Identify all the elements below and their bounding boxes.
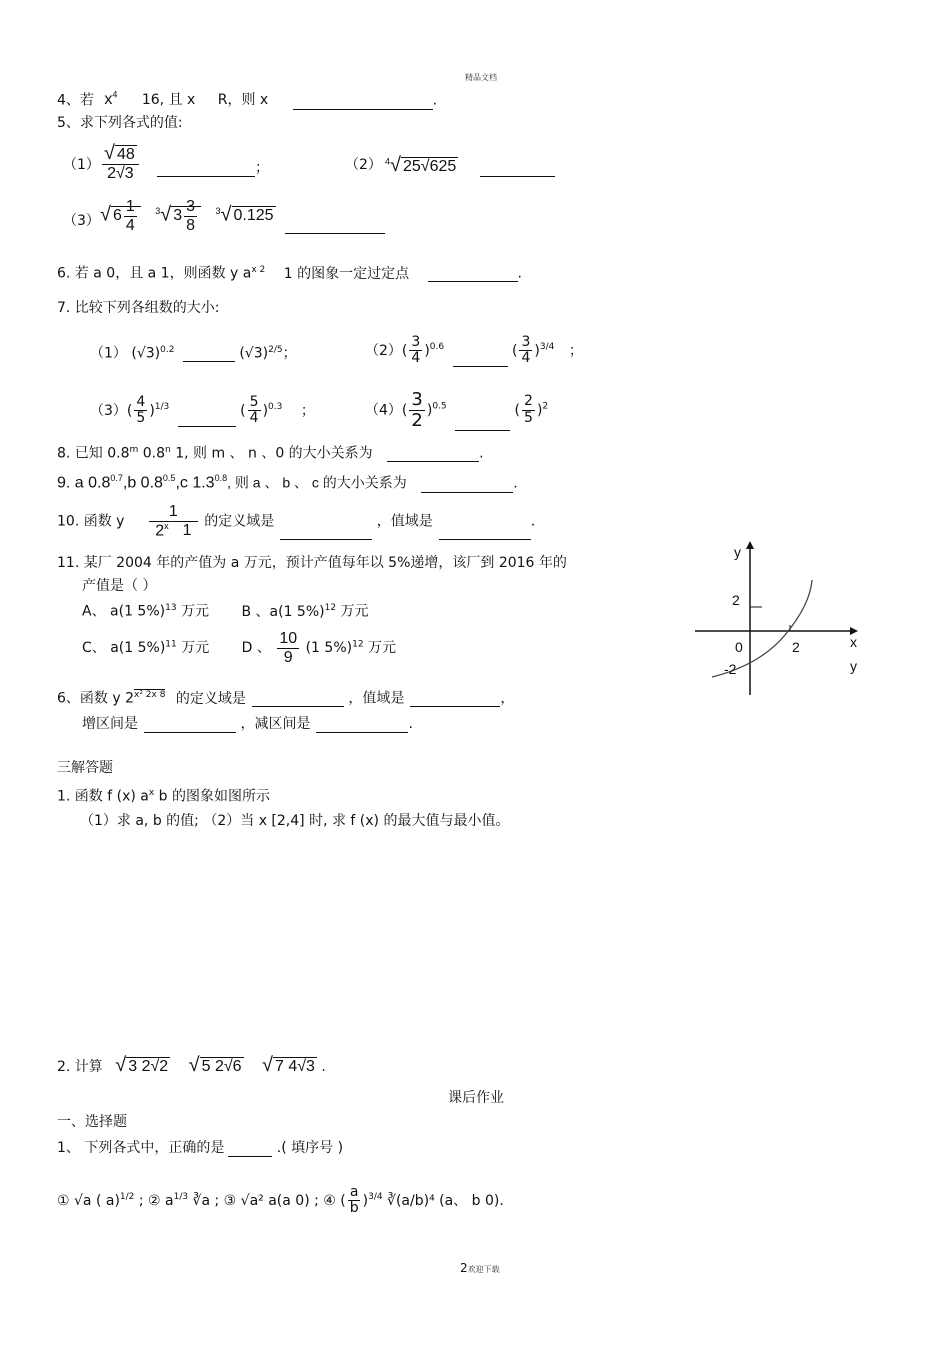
- question-9: 9. a $0.8^{0.7},b$ $0.8^{0.5},c$ $1.3^{0.8}$, 则 a 、 b 、 c 的大小关系为 .: [57, 473, 518, 492]
- q5-part3-label: （3）: [63, 213, 100, 229]
- graph-y-tick-2: 2: [732, 592, 740, 608]
- question-11-line1: 11. 某厂 2004 年的产值为 a 万元，预计产值每年以 5%递增，该厂到 2016 年的: [57, 555, 567, 571]
- y-axis-arrow-icon: [746, 541, 754, 549]
- problem-1-line1: 1. 函数 f (x) $a^x$ b 的图象如图所示: [57, 788, 270, 805]
- homework-q1-options: ① √a ( a)$^{1/2}$ ; ② $a^{1/3}$ ∛a ; ③ √a² a(a 0) ; ④ ( $\frac{a}{b}$ )$^{3/4}$ ∛(a/b)⁴ (a、 b 0).: [57, 1184, 504, 1217]
- graph-y-label-2: y: [850, 658, 857, 674]
- q7-row1-b: （2）( $\frac{3}{4}$ )$^{0.6}$ ( $\frac{3}{4}$ )$^{3/4}$ ；: [365, 334, 583, 367]
- q11-options-cd: C、 a(1 5%)$^{11}$ 万元 D 、 $\frac{10}{9}$ (1 5%)$^{12}$ 万元: [82, 630, 396, 666]
- q5-part1-expr: $\frac{√ 48}{2√3}$: [100, 142, 141, 183]
- q5-part2-blank[interactable]: [480, 160, 555, 177]
- question-4: 4、若 $x^4$ 16, 且 x R，则 x .: [57, 90, 438, 109]
- q5-part2-expr: $^4$√ 25√625: [385, 154, 457, 176]
- q7-row2-a: （3）( $\frac{4}{5}$ )$^{1/3}$ ( $\frac{5}{4}$ )$^{0.3}$ ；: [90, 394, 315, 427]
- question-11-line2: 产值是（ ）: [82, 578, 157, 594]
- q7-row1-a: （1） $(√3)^{0.2}$ $(√3)^{2/5}$；: [90, 345, 297, 362]
- question-6: 6. 若 a 0，且 a 1，则函数 y $a^{x 2}$ 1 的图象一定过定点 .: [57, 265, 522, 282]
- site-header: 精品文档: [465, 73, 497, 82]
- problem-2: 2. 计算 √ 3 2√2 √ 5 2√6 √ 7 4√3 .: [57, 1054, 326, 1076]
- question-8: 8. 已知 0.8$^m$ 0.8$^n$ 1, 则 m 、 n 、0 的大小关系为 .: [57, 445, 484, 462]
- graph-x-tick-2: 2: [792, 639, 800, 655]
- graph-y-label: y: [734, 544, 741, 560]
- q5-part3-expr: √ 6 $\frac{1}{4}$ $^3$√ 3 $\frac{3}{8}$ $^3$√ 0.125: [100, 198, 274, 234]
- question-6b: 6、函数 y $2^{x^2 2x 8}$ 的定义域是 ，值域是 ，: [57, 690, 515, 707]
- question-10: 10. 函数 y $\frac{1}{2^x 1}$ 的定义域是 ，值域是 .: [57, 503, 536, 539]
- q7-row2-b: （4）( $\frac{3}{2}$ )$^{0.5}$ ( $\frac{2}{5}$ )$^2$: [365, 389, 549, 431]
- q5-part3-blank[interactable]: [285, 217, 385, 234]
- question-5-title: 5、求下列各式的值:: [57, 115, 183, 131]
- q11-options-ab: A、 a(1 5%)$^{13}$ 万元 B 、a(1 5%)$^{12}$ 万元: [82, 603, 369, 620]
- homework-q1: 1、 下列各式中，正确的是 .( 填序号 ): [57, 1140, 344, 1156]
- q5-part1-label: （1）: [63, 157, 100, 173]
- question-7-title: 7. 比较下列各组数的大小:: [57, 300, 220, 316]
- q5-part1-blank[interactable]: ；: [157, 160, 269, 177]
- homework-section: 一、选择题: [57, 1114, 127, 1130]
- function-graph: [690, 535, 865, 700]
- question-6b-line2: 增区间是 ，减区间是 .: [82, 716, 413, 732]
- homework-title: 课后作业: [448, 1090, 504, 1106]
- section-3-title: 三解答题: [57, 760, 113, 776]
- graph-y-tick-neg2: -2: [724, 661, 737, 677]
- problem-1-line2: （1）求 a, b 的值; （2）当 x [2,4] 时, 求 f (x) 的最大值与最小值。: [80, 813, 510, 829]
- page-footer: 2欢迎下载: [460, 1261, 500, 1275]
- graph-origin: 0: [735, 639, 743, 655]
- graph-x-label: x: [850, 634, 857, 650]
- q5-part2-label: （2）: [345, 157, 382, 173]
